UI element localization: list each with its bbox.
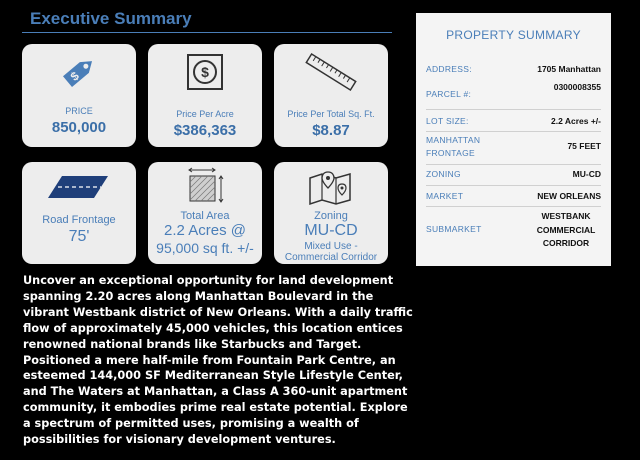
road-frontage-card xyxy=(22,162,136,264)
road-frontage-label: Road Frontage xyxy=(42,214,116,226)
summary-divider xyxy=(426,206,601,207)
page-title: Executive Summary xyxy=(30,9,192,28)
summary-key: ZONING xyxy=(426,169,461,179)
summary-divider xyxy=(426,131,601,132)
zoning-card xyxy=(274,162,388,264)
summary-divider xyxy=(426,109,601,110)
zoning-value: MU-CD xyxy=(304,222,358,239)
dollar-icon xyxy=(148,52,262,92)
summary-value-line: CORRIDOR xyxy=(542,238,590,248)
title-divider xyxy=(22,32,392,33)
description-paragraph: Uncover an exceptional opportunity for land development spanning 2.20 acres along Manhattan Boulevard in the vibrant Westbank district of New Orleans. With a daily traffic flow of approximately 45,000 vehicles, this location entices renowned national brands like Starbucks and Target. Positioned a mere half-mile from Fountain Park Centre, an esteemed 144,000 SF Mediterranean Style Lifestyle Center, and The Waters at Manhattan, a Class A 360-unit apartment community, it embodies prime real estate potential. Explore a spectrum of permitted uses, promising a wealth of possibilities for visionary development ventures. xyxy=(23,274,413,447)
map-pin-icon xyxy=(274,166,388,206)
summary-value: 0300008355 xyxy=(553,82,601,92)
summary-value: MU-CD xyxy=(572,169,601,179)
price-label: PRICE xyxy=(65,106,93,116)
summary-key: LOT SIZE: xyxy=(426,116,469,126)
summary-divider xyxy=(426,185,601,186)
price-tag-icon xyxy=(22,52,136,92)
summary-value: 75 FEET xyxy=(567,141,601,151)
ruler-icon xyxy=(274,52,388,92)
total-area-card xyxy=(148,162,262,264)
summary-key: PARCEL #: xyxy=(426,89,472,99)
property-summary-panel xyxy=(416,13,611,266)
summary-key: MARKET xyxy=(426,191,464,201)
summary-key: SUBMARKET xyxy=(426,224,482,234)
summary-value-line: WESTBANK xyxy=(541,211,591,221)
price-value: 850,000 xyxy=(51,119,107,136)
summary-divider xyxy=(426,164,601,165)
summary-key: MANHATTAN xyxy=(426,135,481,145)
summary-value: 2.2 Acres +/- xyxy=(550,116,601,126)
property-summary-title: PROPERTY SUMMARY xyxy=(446,28,581,42)
svg-text:$: $ xyxy=(201,64,209,80)
zoning-sub-2: Commercial Corridor xyxy=(284,252,378,263)
price-per-sqft-label: Price Per Total Sq. Ft. xyxy=(287,109,375,119)
price-per-acre-card xyxy=(148,44,262,147)
summary-value: NEW ORLEANS xyxy=(537,191,601,201)
summary-value: 1705 Manhattan xyxy=(537,64,601,74)
total-area-label: Total Area xyxy=(180,210,230,222)
summary-value-line: COMMERCIAL xyxy=(536,224,596,235)
zoning-sub-1: Mixed Use - xyxy=(304,241,358,252)
road-icon xyxy=(22,168,136,204)
area-icon xyxy=(148,166,262,206)
svg-text:$: $ xyxy=(67,68,82,84)
price-card xyxy=(22,44,136,147)
price-per-sqft-card xyxy=(274,44,388,147)
total-area-sqft: 95,000 sq ft. +/- xyxy=(156,240,254,256)
total-area-acres: 2.2 Acres @ xyxy=(164,222,246,239)
price-per-acre-label: Price Per Acre xyxy=(176,109,234,119)
price-per-sqft-value: $8.87 xyxy=(312,122,350,139)
summary-key: FRONTAGE xyxy=(426,148,475,158)
road-frontage-value: 75' xyxy=(68,228,90,245)
zoning-label: Zoning xyxy=(314,210,348,222)
summary-key: ADDRESS: xyxy=(426,64,472,74)
price-per-acre-value: $386,363 xyxy=(173,122,237,139)
